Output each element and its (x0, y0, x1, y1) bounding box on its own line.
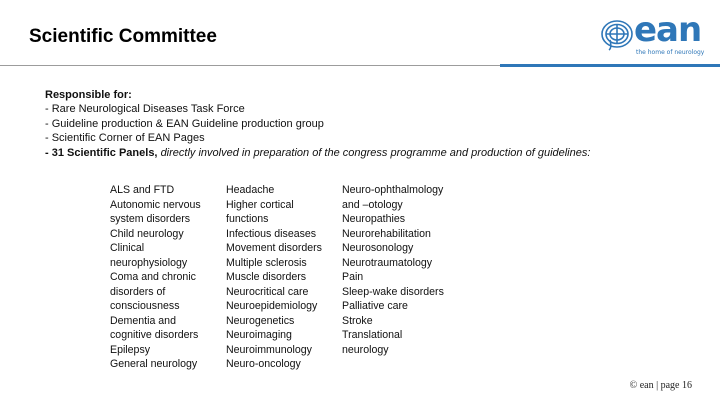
panel-item: Neuroimaging (226, 329, 292, 341)
panel-item: Stroke (342, 314, 373, 327)
panels-column-2 (226, 183, 322, 372)
panel-item: Translational (342, 329, 403, 341)
panel-item: Neurosonology (342, 242, 414, 254)
panel-item: Neurogenetics (226, 314, 295, 327)
responsibility-item-panels (45, 146, 705, 160)
panel-item: Higher cortical (226, 198, 294, 211)
panel-item: neurology (342, 343, 389, 356)
panel-item: Dementia and (110, 314, 176, 327)
logo-wordmark: ean (634, 10, 702, 50)
panel-item: Clinical (110, 242, 145, 254)
panel-item: Neuroimmunology (226, 343, 312, 356)
panels-description: directly involved in preparation of the congress programme and production of guidelines: (160, 146, 591, 159)
responsibility-item: - Guideline production & EAN Guideline production group (45, 117, 324, 130)
responsibility-item: - Scientific Corner of EAN Pages (45, 132, 205, 145)
panel-item: ALS and FTD (110, 184, 175, 196)
panel-item: Child neurology (110, 227, 184, 240)
panel-item: Palliative care (342, 300, 408, 312)
panel-item: and –otology (342, 198, 403, 211)
panel-item: Coma and chronic (110, 271, 196, 283)
panel-item: Neurotraumatology (342, 256, 433, 269)
panel-item: system disorders (110, 213, 191, 225)
panel-item: Pain (342, 271, 364, 283)
responsibility-item: - Rare Neurological Diseases Task Force (45, 103, 245, 116)
slide-title: Scientific Committee (29, 26, 217, 47)
responsibilities-block (45, 88, 705, 160)
panel-item: Neuropathies (342, 213, 406, 225)
panel-item: General neurology (110, 358, 198, 370)
panel-item: disorders of (110, 285, 166, 298)
panel-item: Infectious diseases (226, 227, 317, 240)
page-footer: © ean | page 16 (629, 380, 692, 391)
panels-column-3 (342, 183, 444, 357)
panel-item: Sleep-wake disorders (342, 285, 444, 298)
ean-logo (600, 10, 710, 60)
panel-item: Movement disorders (226, 242, 322, 254)
panel-item: neurophysiology (110, 256, 188, 269)
header-divider-accent (500, 64, 720, 67)
panel-item: Autonomic nervous (110, 198, 201, 211)
panel-item: Epilepsy (110, 343, 151, 356)
panels-prefix: - 31 Scientific Panels, (45, 146, 158, 159)
panel-item: Neurorehabilitation (342, 227, 431, 240)
brain-logo-icon (600, 18, 634, 52)
panel-item: consciousness (110, 300, 180, 312)
panel-item: functions (226, 213, 269, 225)
panel-item: Neuro-ophthalmology (342, 184, 444, 196)
panel-item: cognitive disorders (110, 329, 199, 341)
panel-item: Muscle disorders (226, 271, 307, 283)
panels-column-1 (110, 183, 201, 372)
panel-item: Neuroepidemiology (226, 300, 318, 312)
panel-item: Headache (226, 184, 275, 196)
panel-item: Neuro-oncology (226, 358, 301, 370)
responsibilities-heading: Responsible for: (45, 89, 132, 101)
panel-item: Neurocritical care (226, 285, 309, 298)
panel-item: Multiple sclerosis (226, 256, 307, 269)
logo-tagline: the home of neurology (636, 49, 705, 56)
